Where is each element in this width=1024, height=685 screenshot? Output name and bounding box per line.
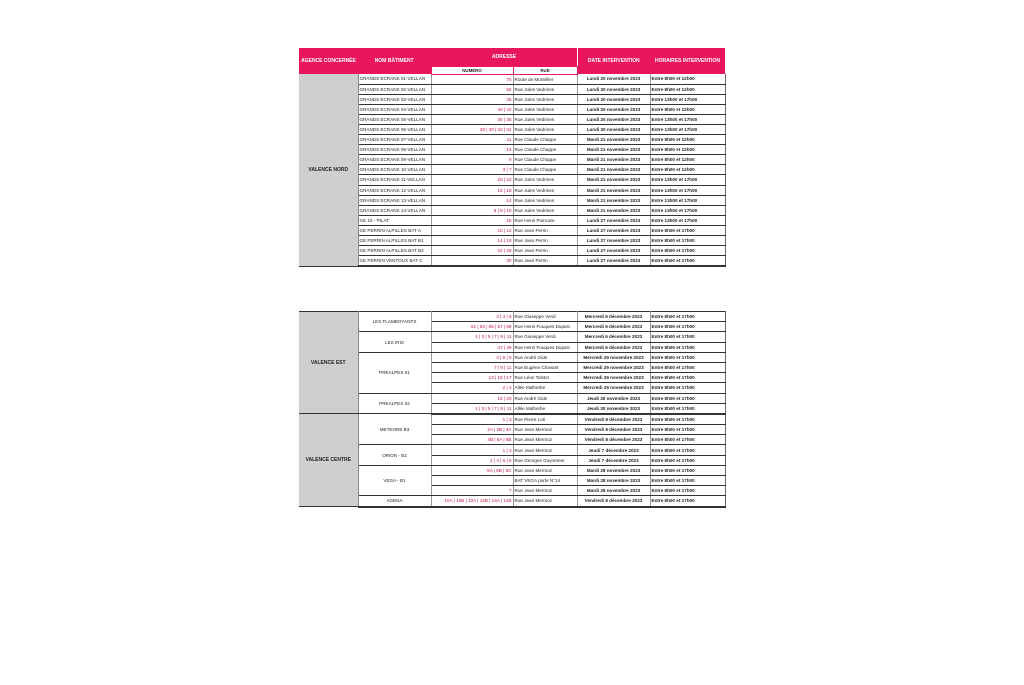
building-name: GRANDS ECRANS 02-VELLAN: [358, 84, 431, 94]
address-number: 16 | 18: [431, 185, 513, 195]
intervention-date: Jeudi 7 décembre 2023: [577, 455, 650, 465]
intervention-date: Jeudi 30 novembre 2023: [577, 393, 650, 403]
address-street: Rue Jules Vedrines: [513, 205, 577, 215]
table-row: [299, 246, 725, 256]
address-number: 9: [431, 155, 513, 165]
address-street: Rue Jean Perrin: [513, 246, 577, 256]
table-row: [299, 352, 725, 362]
intervention-date: Vendredi 8 décembre 2023: [577, 496, 650, 507]
table-row: [299, 124, 725, 134]
intervention-date: Mercredi 6 décembre 2023: [577, 312, 650, 322]
address-number: 14: [431, 195, 513, 205]
building-name: VEGA - B1: [358, 465, 431, 496]
building-name: METEORE B3: [358, 414, 431, 445]
address-street: Rue Jean Perrin: [513, 236, 577, 246]
table-row: [299, 205, 725, 215]
table-row: [299, 94, 725, 104]
intervention-hours: Entre 8h00 et 17h00: [650, 362, 725, 372]
building-name: GRANDS ECRANS 04-VELLAN: [358, 104, 431, 114]
address-number: 14 | 18: [431, 236, 513, 246]
address-number: 2A | 2B | 4A: [431, 425, 513, 435]
address-number: 3 | 7: [431, 165, 513, 175]
table-row: [299, 414, 725, 425]
intervention-date: Mardi 28 novembre 2023: [577, 476, 650, 486]
address-number: 1 | 3: [431, 445, 513, 455]
intervention-hours: Entre 8h00 et 17h00: [650, 496, 725, 507]
table-row: [299, 104, 725, 114]
address-number: 13: [431, 145, 513, 155]
intervention-hours: Entre 8h00 et 17h00: [650, 332, 725, 342]
intervention-date: Lundi 20 novembre 2023: [577, 114, 650, 124]
intervention-date: Mardi 21 novembre 2023: [577, 165, 650, 175]
building-name: GE PERRIN ALPILLES BAT A: [358, 225, 431, 235]
address-street: Rue André Gide: [513, 393, 577, 403]
intervention-hours: Entre 13h00 et 17h00: [650, 215, 725, 225]
table-row: [299, 135, 725, 145]
intervention-hours: Entre 13h00 et 17h00: [650, 124, 725, 134]
building-name: GE PERRIN ALPILLES BAT B1: [358, 236, 431, 246]
address-street: Rue Jean Mermoz: [513, 445, 577, 455]
intervention-hours: Entre 8h00 et 12h00: [650, 104, 725, 114]
intervention-date: Lundi 20 novembre 2023: [577, 124, 650, 134]
intervention-date: Lundi 20 novembre 2023: [577, 84, 650, 94]
building-name: GRANDS ECRANS 14-VELLAN: [358, 205, 431, 215]
address-number: 16 | 20: [431, 393, 513, 403]
intervention-date: Vendredi 8 décembre 2023: [577, 414, 650, 425]
address-number: 1 | 3 | 5 | 7 | 9 | 11: [431, 332, 513, 342]
address-street: Allée Malherbe: [513, 383, 577, 393]
agency-cell: VALENCE EST: [299, 312, 358, 414]
address-number: 1 | 3 | 5 | 7 | 9 | 11: [431, 403, 513, 414]
address-number: 36 | 38: [431, 114, 513, 124]
intervention-table-east-centre: [299, 311, 726, 508]
intervention-date: Jeudi 30 novembre 2023: [577, 403, 650, 414]
intervention-hours: Entre 8h00 et 17h00: [650, 236, 725, 246]
table-row: [299, 332, 725, 342]
intervention-date: Lundi 27 novembre 2023: [577, 256, 650, 267]
address-street: Rue Claude Chappe: [513, 165, 577, 175]
table-row: [299, 165, 725, 175]
intervention-hours: Entre 8h00 et 12h00: [650, 155, 725, 165]
address-number: 2 | 4 | 6 | 8: [431, 455, 513, 465]
intervention-hours: Entre 8h00 et 17h00: [650, 414, 725, 425]
intervention-date: Mercredi 29 novembre 2023: [577, 383, 650, 393]
intervention-hours: Entre 8h00 et 17h00: [650, 342, 725, 352]
address-street: Rue André Gide: [513, 352, 577, 362]
intervention-hours: Entre 13h00 et 17h00: [650, 175, 725, 185]
intervention-date: Mardi 21 novembre 2023: [577, 145, 650, 155]
address-street: Rue Jean Mermoz: [513, 486, 577, 496]
address-street: Rue Pierre Loti: [513, 414, 577, 425]
intervention-date: Mardi 21 novembre 2023: [577, 135, 650, 145]
address-number: 20 | 22: [431, 175, 513, 185]
address-street: Rue Léon Tolstoï: [513, 373, 577, 383]
building-name: GRANDS ECRANS 07-VELLAN: [358, 135, 431, 145]
address-street: Rue Giuseppe Verdi: [513, 332, 577, 342]
intervention-date: Lundi 20 novembre 2023: [577, 94, 650, 104]
address-number: 2 | 4 | 6: [431, 312, 513, 322]
header-batiment: NOM BÂTIMENT: [358, 48, 431, 74]
address-street: Rue Jules Vedrines: [513, 185, 577, 195]
intervention-hours: Entre 8h00 et 12h00: [650, 145, 725, 155]
agency-cell: VALENCE CENTRE: [299, 414, 358, 507]
intervention-hours: Entre 13h00 et 17h00: [650, 195, 725, 205]
intervention-date: Mardi 21 novembre 2023: [577, 155, 650, 165]
building-name: PREALPES 02: [358, 393, 431, 414]
building-name: GRANDS ECRANS 05-VELLAN: [358, 114, 431, 124]
building-name: AGENA: [358, 496, 431, 507]
intervention-date: Mardi 21 novembre 2023: [577, 175, 650, 185]
building-name: LES IRIS: [358, 332, 431, 352]
table-row: [299, 312, 725, 322]
intervention-date: Lundi 27 novembre 2023: [577, 225, 650, 235]
intervention-hours: Entre 8h00 et 17h00: [650, 435, 725, 445]
address-street: Rue Claude Chappe: [513, 135, 577, 145]
table-row: [299, 225, 725, 235]
address-number: 46: [431, 94, 513, 104]
intervention-date: Mercredi 6 décembre 2023: [577, 342, 650, 352]
address-street: Rue Jules Vedrines: [513, 195, 577, 205]
table-row: [299, 175, 725, 185]
table-row: [299, 155, 725, 165]
address-number: 10 | 12: [431, 225, 513, 235]
address-street: Rue Jean Mermoz: [513, 425, 577, 435]
intervention-date: Mardi 21 novembre 2023: [577, 205, 650, 215]
intervention-date: Lundi 20 novembre 2023: [577, 74, 650, 84]
table-row: [299, 393, 725, 403]
address-number: 4B | 6A | 6B: [431, 435, 513, 445]
address-number: 6 | 8 | 10: [431, 205, 513, 215]
header-numero: NUMÉRO: [431, 67, 513, 74]
intervention-date: Mardi 28 novembre 2023: [577, 465, 650, 475]
agency-cell: VALENCE NORD: [299, 74, 358, 266]
intervention-hours: Entre 8h00 et 12h00: [650, 74, 725, 84]
intervention-hours: Entre 8h00 et 17h00: [650, 256, 725, 267]
table-row: [299, 145, 725, 155]
address-number: 11: [431, 135, 513, 145]
address-street: BAT VEGA porte N°14: [513, 476, 577, 486]
table-row: [299, 445, 725, 455]
intervention-hours: Entre 8h00 et 17h00: [650, 352, 725, 362]
address-street: Rue Jules Vedrines: [513, 124, 577, 134]
intervention-hours: Entre 13h00 et 17h00: [650, 205, 725, 215]
address-number: 24 | 28: [431, 246, 513, 256]
intervention-date: Mercredi 29 novembre 2023: [577, 362, 650, 372]
intervention-hours: Entre 8h00 et 17h00: [650, 403, 725, 414]
header-date: DATE INTERVENTION: [577, 48, 650, 74]
address-street: Rue Jules Vedrines: [513, 114, 577, 124]
address-street: Rue Jean Perrin: [513, 225, 577, 235]
intervention-hours: Entre 8h00 et 17h00: [650, 486, 725, 496]
address-number: 30: [431, 256, 513, 267]
intervention-date: Mardi 21 novembre 2023: [577, 185, 650, 195]
table-row: [299, 256, 725, 267]
address-number: 7: [431, 486, 513, 496]
address-number: 2 | 4: [431, 383, 513, 393]
table-row: [299, 114, 725, 124]
intervention-date: Mardi 21 novembre 2023: [577, 195, 650, 205]
intervention-date: Mardi 28 novembre 2023: [577, 486, 650, 496]
address-street: Route de Montélier: [513, 74, 577, 84]
intervention-date: Lundi 27 novembre 2023: [577, 246, 650, 256]
intervention-hours: Entre 8h00 et 17h00: [650, 465, 725, 475]
address-number: 5A | 5B | 5C: [431, 465, 513, 475]
intervention-date: Mercredi 6 décembre 2023: [577, 332, 650, 342]
address-number: 15: [431, 215, 513, 225]
intervention-date: Lundi 27 novembre 2023: [577, 215, 650, 225]
address-number: 50: [431, 84, 513, 94]
intervention-hours: Entre 8h00 et 17h00: [650, 425, 725, 435]
address-street: Rue Jean Mermoz: [513, 435, 577, 445]
address-number: 75: [431, 74, 513, 84]
building-name: GE 15 - PILAT: [358, 215, 431, 225]
building-name: GRANDS ECRANS 11-VELLAN: [358, 175, 431, 185]
table-row: [299, 74, 725, 84]
building-name: GRANDS ECRANS 08-VELLAN: [358, 145, 431, 155]
address-number: 2 | 6 | 8: [431, 352, 513, 362]
building-name: GE PERRIN VENTOUX BAT C: [358, 256, 431, 267]
address-number: 40 | 42: [431, 104, 513, 114]
address-number: 13 | 15 | 17: [431, 373, 513, 383]
intervention-date: Lundi 27 novembre 2023: [577, 236, 650, 246]
address-street: Rue Henri Fouques Duparc: [513, 342, 577, 352]
intervention-hours: Entre 8h00 et 17h00: [650, 445, 725, 455]
intervention-hours: Entre 8h00 et 17h00: [650, 476, 725, 486]
address-street: Rue Georges Guynemer: [513, 455, 577, 465]
table-row: [299, 465, 725, 475]
intervention-date: Lundi 20 novembre 2023: [577, 104, 650, 114]
building-name: GRANDS ECRANS 09-VELLAN: [358, 155, 431, 165]
building-name: GRANDS ECRANS 13-VELLAN: [358, 195, 431, 205]
address-number: 28 | 30 | 32 | 34: [431, 124, 513, 134]
address-street: Rue Eugène Chavant: [513, 362, 577, 372]
address-number: 47 | 49: [431, 342, 513, 352]
intervention-hours: Entre 13h00 et 17h00: [650, 185, 725, 195]
intervention-table-north: [299, 48, 726, 267]
building-name: GE PERRIN ALPILLES BAT B2: [358, 246, 431, 256]
intervention-hours: Entre 8h00 et 12h00: [650, 84, 725, 94]
intervention-date: Vendredi 8 décembre 2023: [577, 435, 650, 445]
intervention-hours: Entre 8h00 et 17h00: [650, 373, 725, 383]
intervention-hours: Entre 13h00 et 17h00: [650, 114, 725, 124]
intervention-hours: Entre 8h00 et 17h00: [650, 393, 725, 403]
address-number: 61 | 63 | 65 | 67 | 69: [431, 322, 513, 332]
address-street: Rue Henri Poincare: [513, 215, 577, 225]
building-name: ORION - B2: [358, 445, 431, 465]
table-row: [299, 84, 725, 94]
address-street: Rue Jean Perrin: [513, 256, 577, 267]
intervention-date: Vendredi 8 décembre 2023: [577, 425, 650, 435]
address-number: 1 | 3: [431, 414, 513, 425]
address-number: 10A | 10B | 12A | 12B | 14A | 14B: [431, 496, 513, 507]
header-rue: RUE: [513, 67, 577, 74]
table-row: [299, 496, 725, 507]
address-street: Rue Jules Vedrines: [513, 104, 577, 114]
intervention-date: Jeudi 7 décembre 2023: [577, 445, 650, 455]
address-street: Rue Jules Vedrines: [513, 84, 577, 94]
address-street: Allée Malherbe: [513, 403, 577, 414]
building-name: PREALPES 01: [358, 352, 431, 393]
building-name: GRANDS ECRANS 03-VELLAN: [358, 94, 431, 104]
table-row: [299, 195, 725, 205]
header-horaires: HORAIRES INTERVENTION: [650, 48, 725, 74]
address-street: Rue Jules Vedrines: [513, 94, 577, 104]
address-number: 7 | 9 | 11: [431, 362, 513, 372]
intervention-hours: Entre 8h00 et 12h00: [650, 135, 725, 145]
intervention-hours: Entre 8h00 et 17h00: [650, 383, 725, 393]
header-agence: AGENCE CONCERNÉE: [299, 48, 358, 74]
address-number: [431, 476, 513, 486]
building-name: GRANDS ECRANS 12-VELLAN: [358, 185, 431, 195]
intervention-hours: Entre 8h00 et 17h00: [650, 455, 725, 465]
address-street: Rue Claude Chappe: [513, 155, 577, 165]
building-name: GRANDS ECRANS 01-VELLAN: [358, 74, 431, 84]
building-name: GRANDS ECRANS 10-VELLAN: [358, 165, 431, 175]
table-row: [299, 215, 725, 225]
address-street: Rue Jean Mermoz: [513, 496, 577, 507]
table-row: [299, 185, 725, 195]
intervention-hours: Entre 13h00 et 17h00: [650, 94, 725, 104]
address-street: Rue Jules Vedrines: [513, 175, 577, 185]
address-street: Rue Giuseppe Verdi: [513, 312, 577, 322]
intervention-date: Mercredi 29 novembre 2023: [577, 352, 650, 362]
intervention-hours: Entre 8h00 et 17h00: [650, 246, 725, 256]
intervention-hours: Entre 8h00 et 17h00: [650, 225, 725, 235]
intervention-date: Mercredi 6 décembre 2023: [577, 322, 650, 332]
header-adresse: ADRESSE: [431, 48, 577, 67]
intervention-hours: Entre 8h00 et 17h00: [650, 322, 725, 332]
building-name: GRANDS ECRANS 06-VELLAN: [358, 124, 431, 134]
table-row: [299, 236, 725, 246]
intervention-date: Mercredi 29 novembre 2023: [577, 373, 650, 383]
intervention-hours: Entre 8h00 et 17h00: [650, 312, 725, 322]
address-street: Rue Jean Mermoz: [513, 465, 577, 475]
building-name: LES FLAMBOYANTS: [358, 312, 431, 332]
address-street: Rue Claude Chappe: [513, 145, 577, 155]
intervention-hours: Entre 8h00 et 12h00: [650, 165, 725, 175]
address-street: Rue Henri Fouques Duparc: [513, 322, 577, 332]
